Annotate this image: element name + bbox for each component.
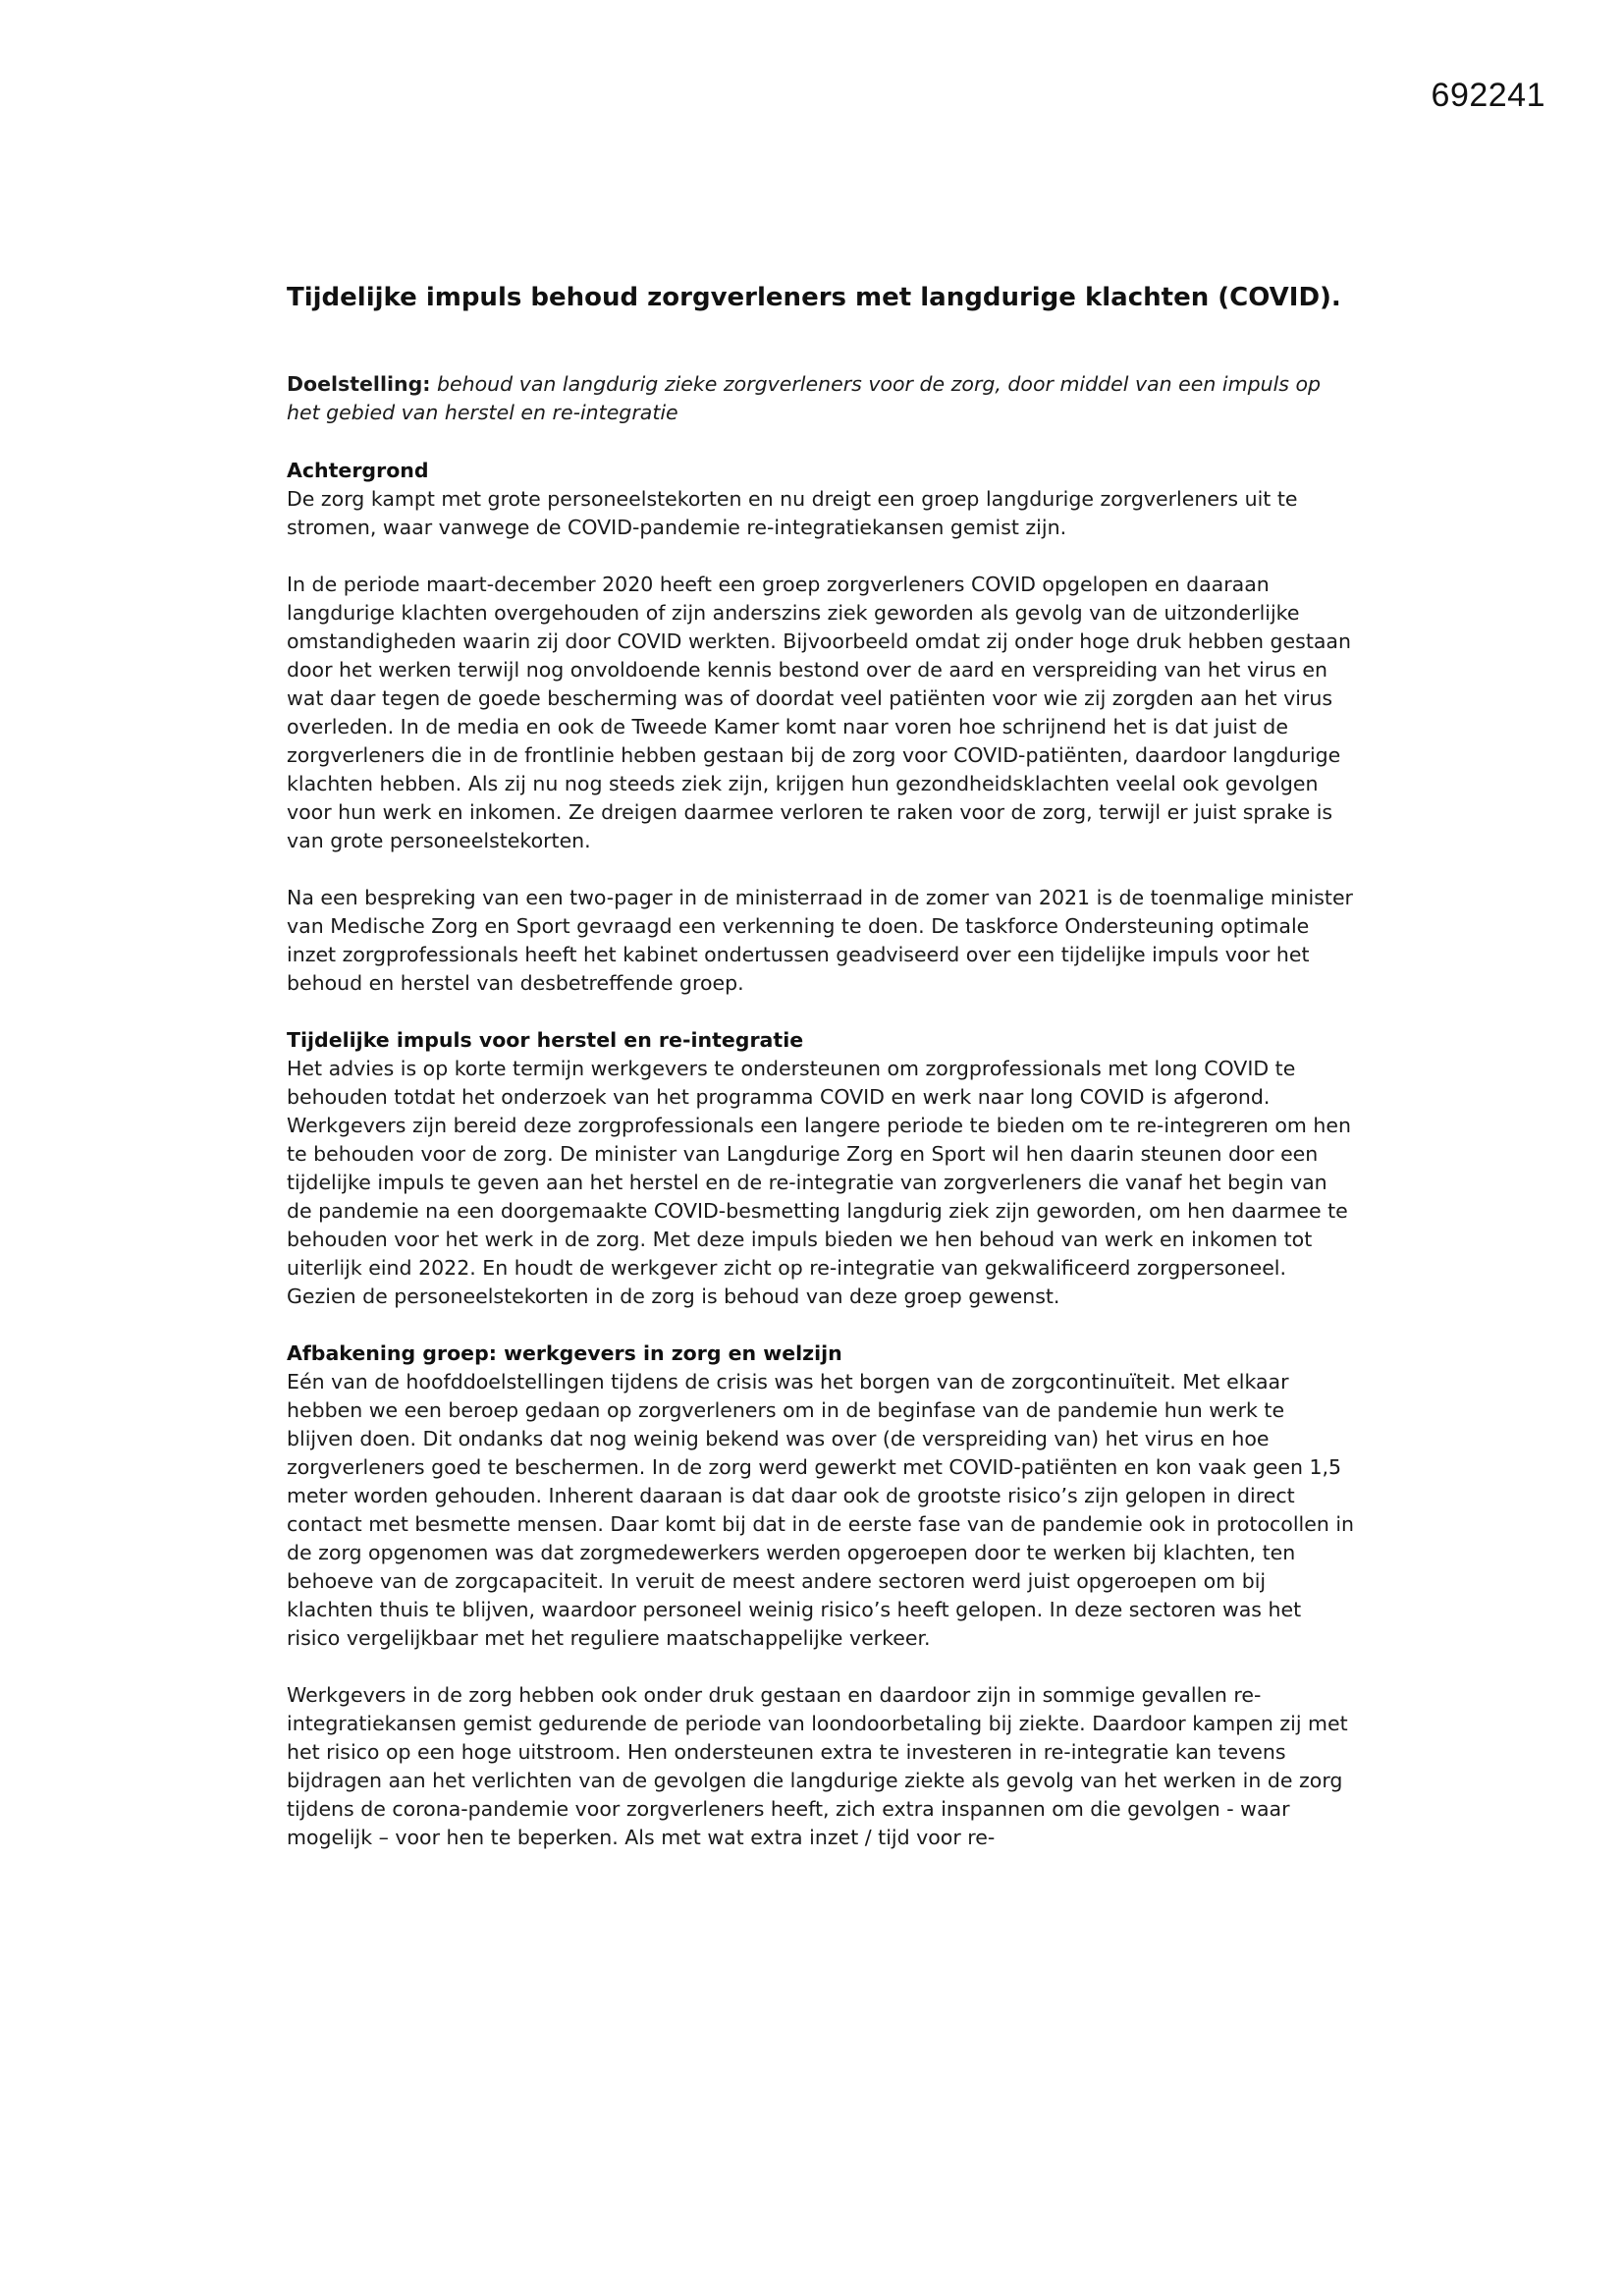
- goal-label: Doelstelling:: [287, 372, 431, 396]
- section-afbakening-groep: [287, 1339, 1357, 1852]
- paragraph: Het advies is op korte termijn werkgevers te ondersteunen om zorgprofessionals met long COVID te behouden totdat het onderzoek van het programma COVID en werk naar long COVID is afgerond. Werkgevers zijn bereid deze zorgprofessionals een langere periode te bieden om te re-integreren om hen te behouden voor de zorg. De minister van Langdurige Zorg en Sport wil hen daarin steunen door een tijdelijke impuls te geven aan het herstel en de re-integratie van zorgverleners die vanaf het begin van de pandemie na een doorgemaakte COVID-besmetting langdurig ziek zijn geworden, om hen daarmee te behouden voor het werk in de zorg. Met deze impuls bieden we hen behoud van werk en inkomen tot uiterlijk eind 2022. En houdt de werkgever zicht op re-integratie van gekwalificeerd zorgpersoneel. Gezien de personeelstekorten in de zorg is behoud van deze groep gewenst.: [287, 1057, 1351, 1308]
- paragraph: Eén van de hoofddoelstellingen tijdens de crisis was het borgen van de zorgcontinuïteit. Met elkaar hebben we een beroep gedaan op zorgverleners om in de beginfase van de pandemie hun werk te blijven doen. Dit ondanks dat nog weinig bekend was over (de verspreiding van) het virus en hoe zorgverleners goed te beschermen. In de zorg werd gewerkt met COVID-patiënten en kon vaak geen 1,5 meter worden gehouden. Inherent daaraan is dat daar ook de grootste risico’s zijn gelopen in direct contact met besmette mensen. Daar komt bij dat in de eerste fase van de pandemie ook in protocollen in de zorg opgenomen was dat zorgmedewerkers werden opgeroepen door te werken bij klachten, ten behoeve van de zorgcapaciteit. In veruit de meest andere sectoren werd juist opgeroepen om bij klachten thuis te blijven, waardoor personeel weinig risico’s heeft gelopen. In deze sectoren was het risico vergelijkbaar met het reguliere maatschappelijke verkeer.: [287, 1370, 1355, 1650]
- document-title: Tijdelijke impuls behoud zorgverleners met langdurige klachten (COVID).: [287, 283, 1341, 312]
- goal-text: behoud van langdurig zieke zorgverleners voor de zorg, door middel van een impuls op het gebied van herstel en re-integratie: [287, 372, 1322, 424]
- section-tijdelijke-impuls: [287, 1026, 1357, 1311]
- section-achtergrond: [287, 457, 1357, 998]
- paragraph: De zorg kampt met grote personeelstekorten en nu dreigt een groep langdurige zorgverleners uit te stromen, waar vanwege de COVID-pandemie re-integratiekansen gemist zijn.: [287, 487, 1298, 539]
- section-heading: Achtergrond: [287, 459, 429, 482]
- paragraph: Na een bespreking van een two-pager in de ministerraad in de zomer van 2021 is de toenmalige minister van Medische Zorg en Sport gevraagd een verkenning te doen. De taskforce Ondersteuning optimale inzet zorgprofessionals heeft het kabinet ondertussen geadviseerd over een tijdelijke impuls voor het behoud en herstel van desbetreffende groep.: [287, 886, 1353, 995]
- paragraph: In de periode maart-december 2020 heeft een groep zorgverleners COVID opgelopen en daaraan langdurige klachten overgehouden of zijn anderszins ziek geworden als gevolg van de uitzonderlijke omstandigheden waarin zij door COVID werkten. Bijvoorbeeld omdat zij onder hoge druk hebben gestaan door het werken terwijl nog onvoldoende kennis bestond over de aard en verspreiding van het virus en wat daar tegen de goede bescherming was of doordat veel patiënten voor wie zij zorgden aan het virus overleden. In de media en ook de Tweede Kamer komt naar voren hoe schrijnend het is dat juist de zorgverleners die in de frontlinie hebben gestaan bij de zorg voor COVID-patiënten, daardoor langdurige klachten hebben. Als zij nu nog steeds ziek zijn, krijgen hun gezondheidsklachten veelal ook gevolgen voor hun werk en inkomen. Ze dreigen daarmee verloren te raken voor de zorg, terwijl er juist sprake is van grote personeelstekorten.: [287, 573, 1351, 852]
- section-heading: Tijdelijke impuls voor herstel en re-integratie: [287, 1028, 804, 1052]
- section-heading: Afbakening groep: werkgevers in zorg en welzijn: [287, 1341, 842, 1365]
- goal-statement: [287, 370, 1357, 427]
- document-body: [287, 283, 1357, 1852]
- document-number: 692241: [1431, 77, 1545, 114]
- paragraph: Werkgevers in de zorg hebben ook onder druk gestaan en daardoor zijn in sommige gevallen re-integratiekansen gemist gedurende de periode van loondoorbetaling bij ziekte. Daardoor kampen zij met het risico op een hoge uitstroom. Hen ondersteunen extra te investeren in re-integratie kan tevens bijdragen aan het verlichten van de gevolgen die langdurige ziekte als gevolg van het werken in de zorg tijdens de corona-pandemie voor zorgverleners heeft, zich extra inspannen om die gevolgen - waar mogelijk – voor hen te beperken. Als met wat extra inzet / tijd voor re-: [287, 1683, 1348, 1849]
